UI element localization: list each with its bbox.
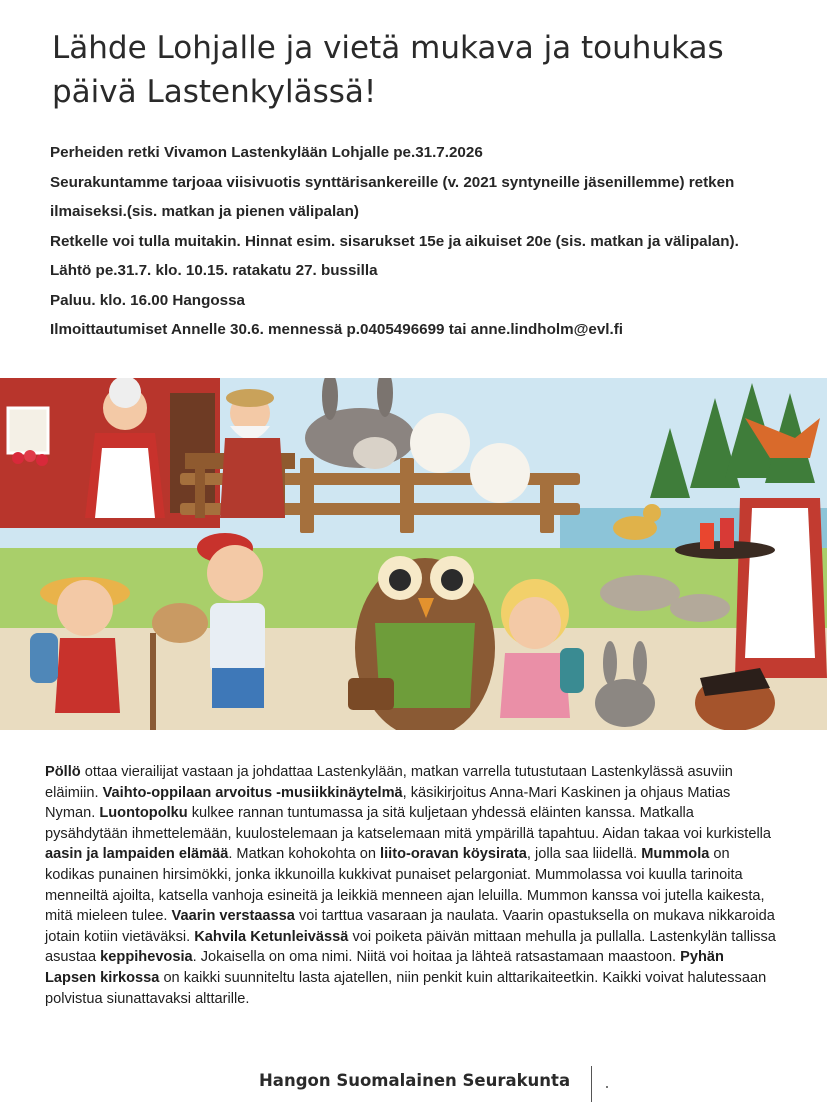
highlight-term: liito-oravan köysirata: [380, 846, 527, 863]
description-text: on kodikas punainen hirsimökki, jonka ikkunoilla kukkivat punaiset pelargoniat. Mummolassa voi kuulla tarinoita menneiltä ajoilta, katsella vanhoja esineitä ja leikkiä menneen ajan leluilla. Mummon kanssa voi jutella kaikesta, mitä mieleen tulee.: [45, 846, 765, 925]
highlight-term: Pyhän Lapsen kirkossa: [45, 949, 724, 986]
info-line-registration: Ilmoittautumiset Annelle 30.6. mennessä p.0405496699 tai anne.lindholm@evl.fi: [50, 321, 624, 338]
page-title: Lähde Lohjalle ja vietä mukava ja touhukas päivä Lastenkylässä!: [52, 30, 724, 110]
info-line-return: Paluu. klo. 16.00 Hangossa: [50, 291, 245, 309]
description-text: kulkee rannan tuntumassa ja sitä kuljetaan yhdessä eläinten kanssa. Matkalla pysähdytään ihmettelemään, kuulostelemaan ja katselemaan mitä ympärillä tapahtuu. Aidan takaa voi kurkistella: [45, 805, 772, 842]
description-text: on kaikki suunniteltu lasta ajatellen, niin penkit kuin alttarikaiteetkin. Kaikki voivat halutessaan polvistua siunattavaksi alttarille.: [45, 969, 767, 1007]
info-line-prices: Retkelle voi tulla muitakin. Hinnat esim. sisarukset 15e ja aikuiset 20e (sis. matkan ja välipalan).: [50, 232, 739, 250]
footer-divider: [591, 1066, 592, 1102]
highlight-term: Kahvila Ketunleivässä: [194, 928, 349, 945]
trip-info: [50, 138, 790, 345]
description-text: . Jokaisella on oma nimi. Niitä voi hoitaa ja lähteä ratsastamaan maastoon.: [192, 949, 681, 966]
pony: [695, 668, 775, 730]
description-text: ottaa vierailijat vastaan ja johdattaa Lastenkylään, matkan varrella tutustutaan Lastenkylässä asuviin eläimiin.: [45, 764, 733, 801]
description-text: voi tarttua vasaraan ja naulata. Vaarin opastuksella on mukava nikkaroida jotain kotiin vietäväksi.: [45, 908, 775, 945]
scan-mark: [606, 1086, 608, 1088]
highlight-term: keppihevosia: [100, 949, 193, 966]
highlight-term: Mummola: [641, 846, 710, 863]
highlight-term: Pöllö: [45, 764, 81, 780]
description-text: . Matkan kohokohta on: [228, 846, 381, 863]
activities-description: [45, 762, 778, 1009]
parish-name: Hangon Suomalainen Seurakunta: [259, 1071, 571, 1090]
description-text: , käsikirjoitus Anna-Mari Kaskinen ja ohjaus Matias Nyman.: [45, 784, 731, 822]
highlight-term: Vaarin verstaassa: [171, 908, 295, 925]
description-text: , jolla saa liidellä.: [526, 846, 642, 863]
highlight-term: aasin ja lampaiden elämää: [45, 846, 229, 863]
info-line-departure: Lähtö pe.31.7. klo. 10.15. ratakatu 27. bussilla: [50, 262, 378, 279]
highlight-term: Vaihto-oppilaan arvoitus -musiikkinäytelmä: [102, 784, 403, 801]
description-text: voi poiketa päivän mittaan mehulla ja pullalla. Lastenkylän tallissa asustaa: [45, 928, 776, 966]
highlight-term: Luontopolku: [99, 805, 188, 822]
info-line-trip-date: Perheiden retki Vivamon Lastenkylään Lohjalle pe.31.7.2026: [50, 144, 483, 161]
children-village-illustration: [0, 378, 827, 730]
info-line-free-offer: Seurakuntamme tarjoaa viisivuotis synttärisankereille (v. 2021 syntyneille jäsenillemme) retken ilmaiseksi.(sis. matkan ja pienen välipalan): [50, 173, 735, 220]
